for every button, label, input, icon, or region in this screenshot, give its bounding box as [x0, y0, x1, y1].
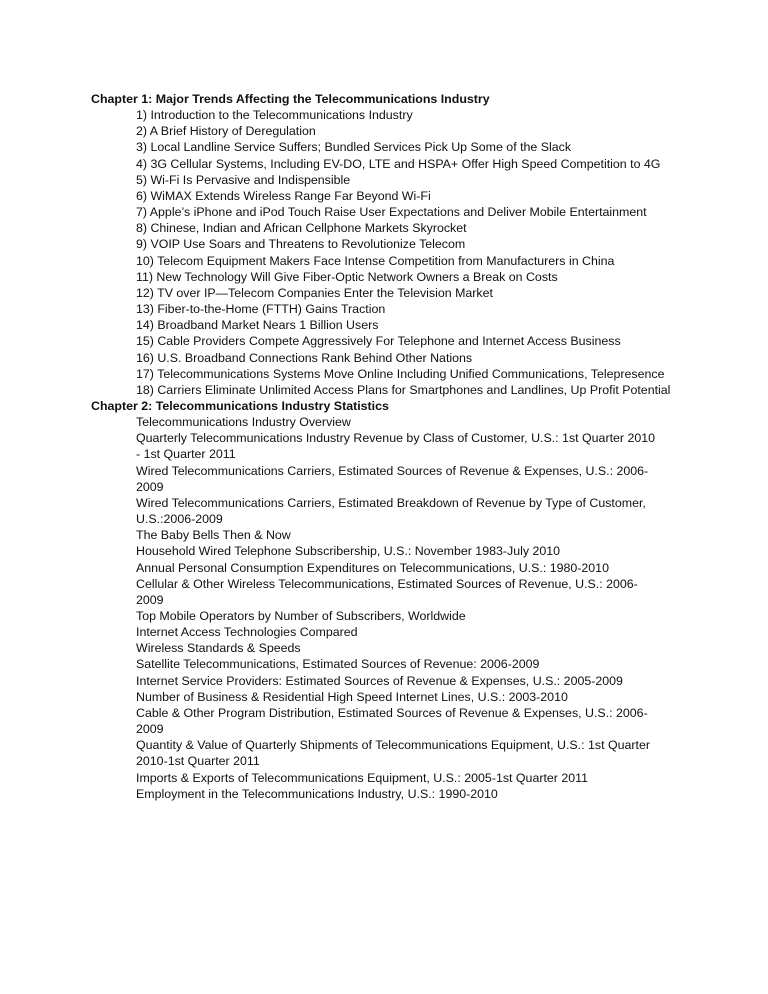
- chapter-1-list: [91, 107, 731, 398]
- list-item: 15) Cable Providers Compete Aggressively For Telephone and Internet Access Business: [136, 334, 621, 349]
- list-item: The Baby Bells Then & Now: [136, 528, 291, 543]
- list-item: Top Mobile Operators by Number of Subscribers, Worldwide: [136, 609, 466, 623]
- list-item: Quarterly Telecommunications Industry Revenue by Class of Customer, U.S.: 1st Quarter 2010 - 1st Quarter 2011: [136, 431, 656, 462]
- list-item: 14) Broadband Market Nears 1 Billion Users: [136, 318, 379, 333]
- chapter-2-title: Chapter 2: Telecommunications Industry Statistics: [91, 398, 389, 413]
- list-item: Wired Telecommunications Carriers, Estimated Breakdown of Revenue by Type of Customer, U.S.:2006-2009: [136, 495, 646, 527]
- document-page: [91, 91, 731, 802]
- list-item: Internet Access Technologies Compared: [136, 625, 358, 640]
- list-item: 13) Fiber-to-the-Home (FTTH) Gains Traction: [136, 302, 386, 317]
- list-item: Telecommunications Industry Overview: [136, 415, 351, 430]
- chapter-1-title: Chapter 1: Major Trends Affecting the Telecommunications Industry: [91, 92, 490, 106]
- list-item: Household Wired Telephone Subscribership, U.S.: November 1983-July 2010: [136, 544, 561, 559]
- list-item: 3) Local Landline Service Suffers; Bundled Services Pick Up Some of the Slack: [136, 140, 572, 155]
- list-item: 9) VOIP Use Soars and Threatens to Revolutionize Telecom: [136, 237, 466, 252]
- list-item: 10) Telecom Equipment Makers Face Intense Competition from Manufacturers in China: [136, 253, 615, 268]
- list-item: Satellite Telecommunications, Estimated Sources of Revenue: 2006-2009: [136, 657, 540, 672]
- list-item: Number of Business & Residential High Speed Internet Lines, U.S.: 2003-2010: [136, 689, 568, 704]
- list-item: Cellular & Other Wireless Telecommunications, Estimated Sources of Revenue, U.S.: 2006-2009: [136, 576, 638, 607]
- list-item: 5) Wi-Fi Is Pervasive and Indispensible: [136, 172, 351, 187]
- list-item: 8) Chinese, Indian and African Cellphone Markets Skyrocket: [136, 221, 467, 236]
- list-item: 7) Apple’s iPhone and iPod Touch Raise User Expectations and Deliver Mobile Entertainment: [136, 205, 647, 220]
- list-item: 1) Introduction to the Telecommunications Industry: [136, 108, 413, 123]
- list-item: 16) U.S. Broadband Connections Rank Behind Other Nations: [136, 350, 473, 365]
- list-item: 4) 3G Cellular Systems, Including EV-DO, LTE and HSPA+ Offer High Speed Competition to 4G: [136, 156, 661, 171]
- list-item: Internet Service Providers: Estimated Sources of Revenue & Expenses, U.S.: 2005-2009: [136, 673, 623, 688]
- list-item: 17) Telecommunications Systems Move Online Including Unified Communications, Telepresence: [136, 366, 665, 381]
- list-item: 6) WiMAX Extends Wireless Range Far Beyond Wi-Fi: [136, 188, 431, 203]
- list-item: Imports & Exports of Telecommunications Equipment, U.S.: 2005-1st Quarter 2011: [136, 770, 589, 785]
- list-item: Wired Telecommunications Carriers, Estimated Sources of Revenue & Expenses, U.S.: 2006-2009: [136, 463, 649, 494]
- list-item: Annual Personal Consumption Expenditures on Telecommunications, U.S.: 1980-2010: [136, 560, 609, 575]
- list-item: Wireless Standards & Speeds: [136, 641, 301, 656]
- list-item: 2) A Brief History of Deregulation: [136, 124, 316, 139]
- list-item: Quantity & Value of Quarterly Shipments of Telecommunications Equipment, U.S.: 1st Quarter 2010-1st Quarter 2011: [136, 738, 650, 769]
- list-item: Cable & Other Program Distribution, Estimated Sources of Revenue & Expenses, U.S.: 2006-2009: [136, 705, 648, 737]
- list-item: 11) New Technology Will Give Fiber-Optic Network Owners a Break on Costs: [136, 269, 558, 284]
- list-item: 18) Carriers Eliminate Unlimited Access Plans for Smartphones and Landlines, Up Profit Potential: [136, 382, 671, 397]
- list-item: Employment in the Telecommunications Industry, U.S.: 1990-2010: [136, 786, 498, 801]
- chapter-2-list: [91, 414, 731, 802]
- list-item: 12) TV over IP—Telecom Companies Enter the Television Market: [136, 285, 493, 300]
